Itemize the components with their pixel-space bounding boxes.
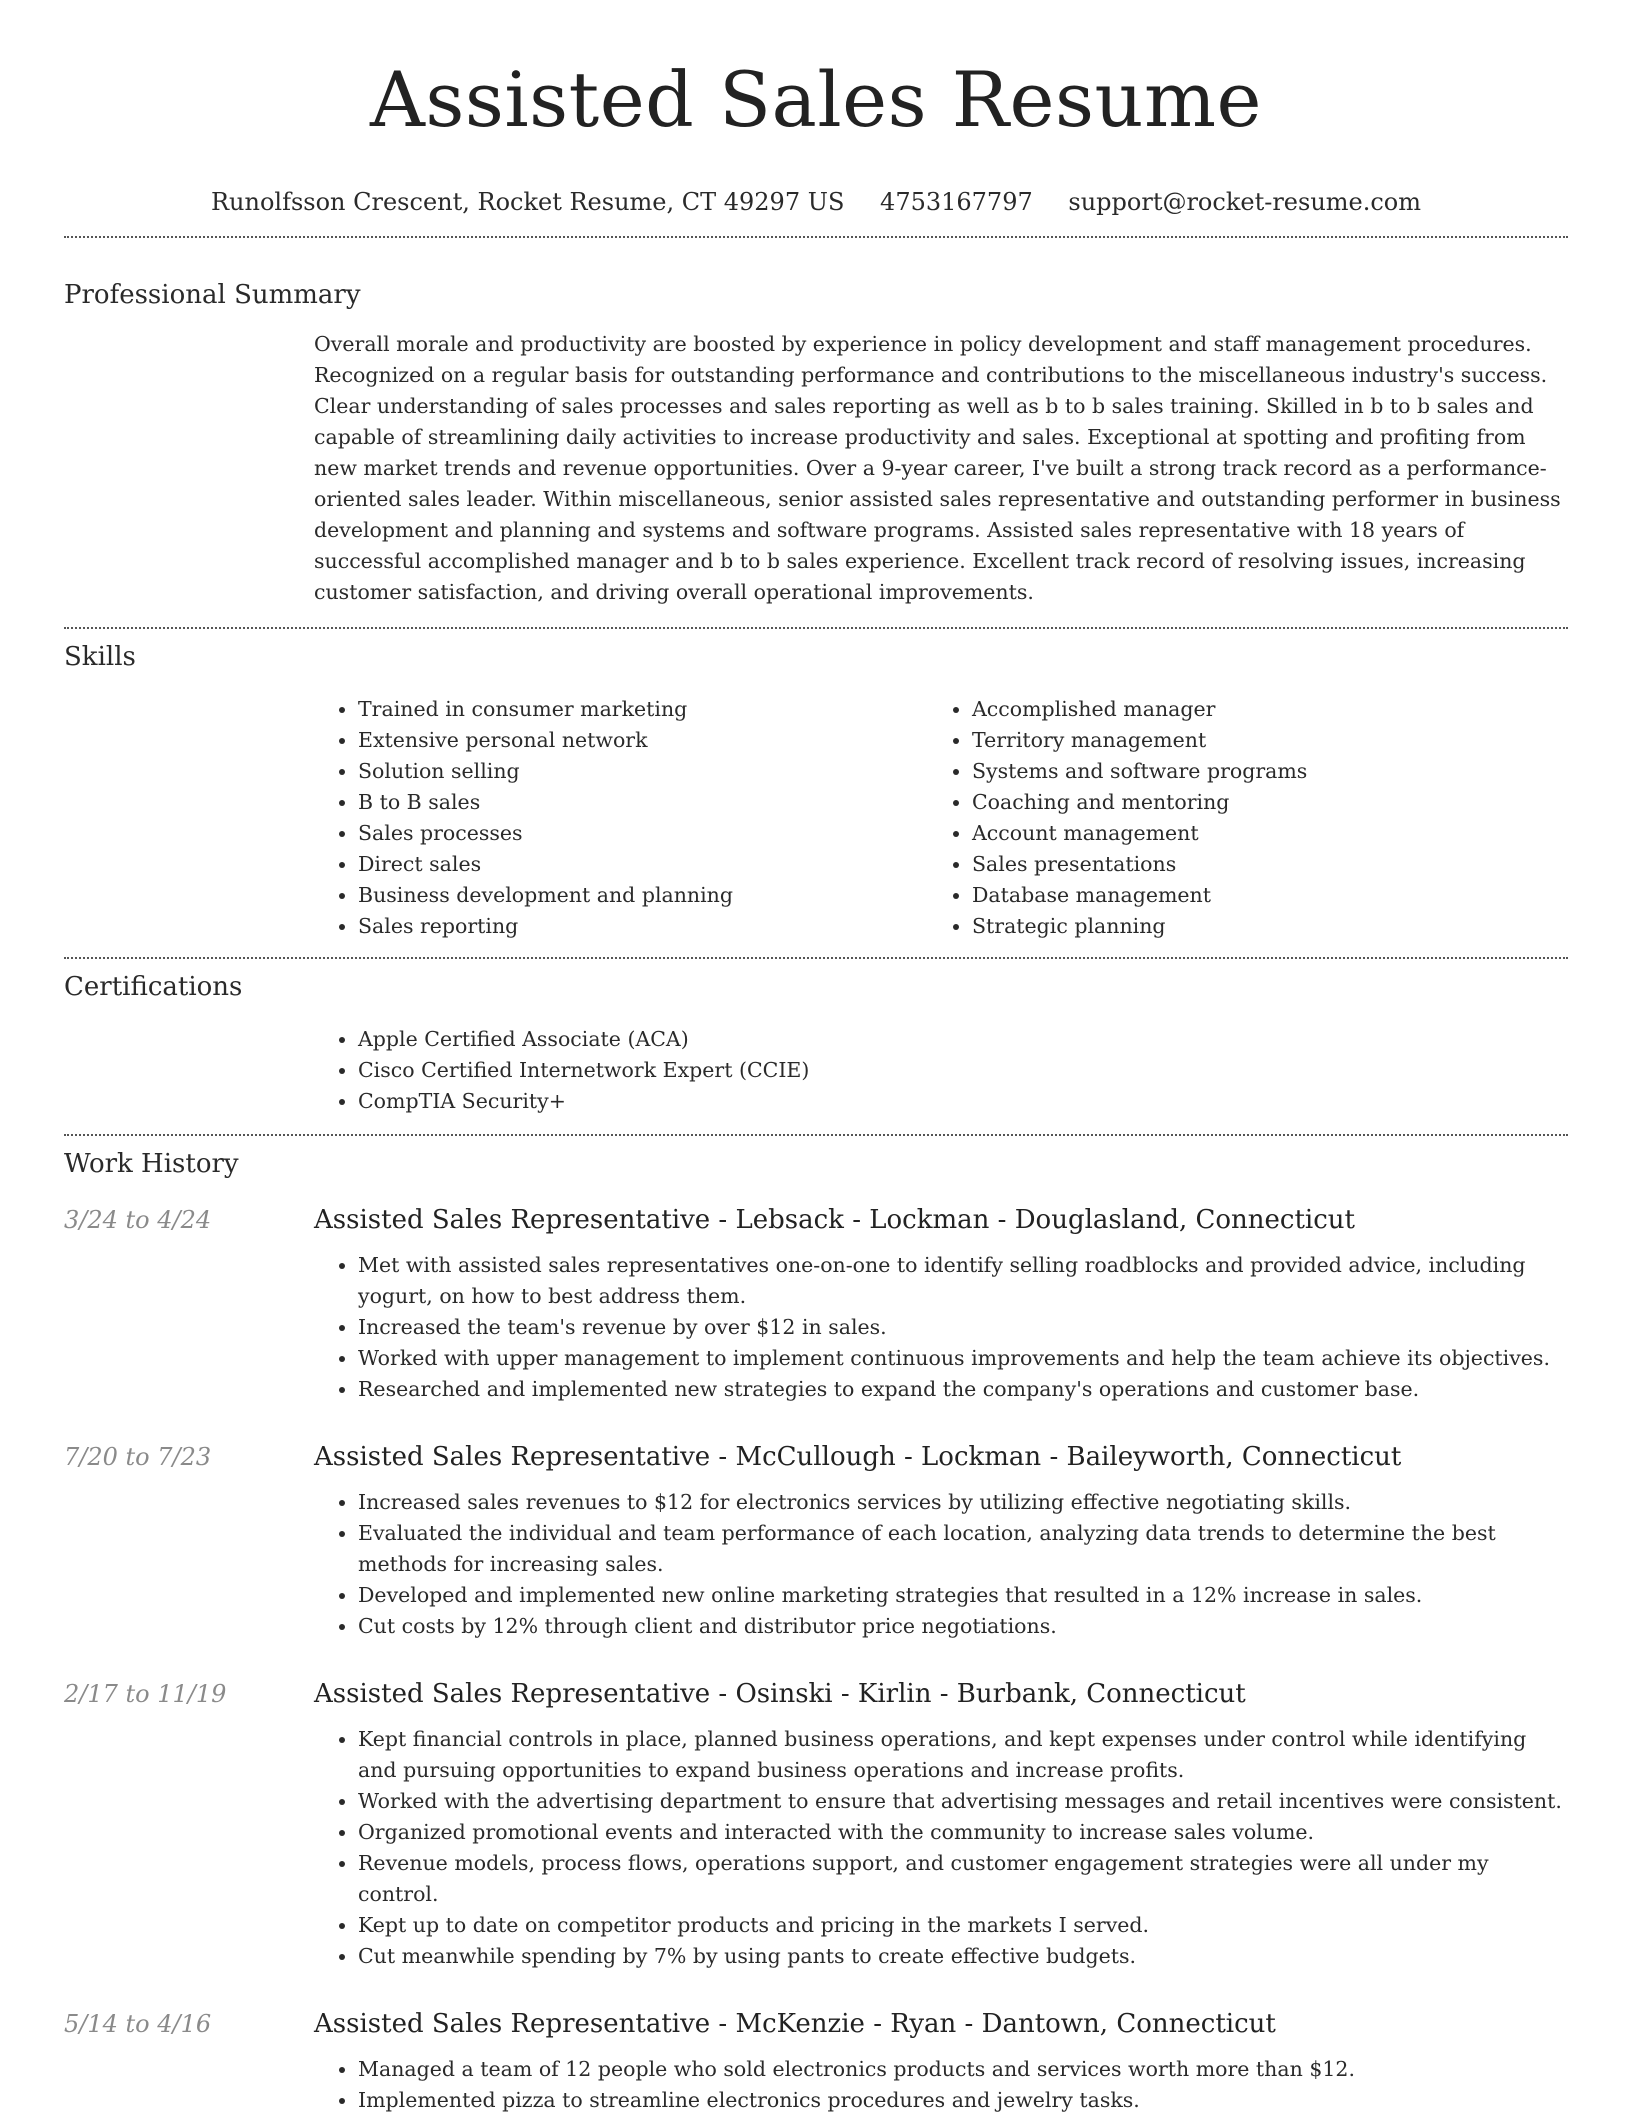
skills-list-left — [314, 694, 928, 942]
summary-section — [64, 278, 1568, 608]
list-item: • Revenue models, process flows, operations support, and customer engagement strategies were all under my control. — [358, 1848, 1568, 1910]
list-item: • Kept financial controls in place, planned business operations, and kept expenses under control while identifying and pursuing opportunities to expand business operations and increase profits. — [358, 1724, 1568, 1786]
list-item: • CompTIA Security+ — [358, 1086, 1568, 1117]
skills-list-right — [928, 694, 1542, 942]
job-bullets — [314, 1250, 1568, 1405]
job-dates: 7/20 to 7/23 — [64, 1443, 212, 1471]
certifications-content — [314, 1024, 1568, 1117]
list-item: • Researched and implemented new strategies to expand the company's operations and customer base. — [358, 1374, 1568, 1405]
job-title: Assisted Sales Representative - McKenzie - Ryan - Dantown, Connecticut — [314, 2009, 1276, 2039]
job-entry — [64, 2008, 1568, 2112]
job-body — [314, 1441, 1568, 1642]
list-item: • Account management — [972, 818, 1542, 849]
job-bullets — [314, 2054, 1568, 2112]
list-item: • Solution selling — [358, 756, 928, 787]
summary-heading: Professional Summary — [64, 280, 361, 310]
list-item: • Sales processes — [358, 818, 928, 849]
job-entry — [64, 1441, 1568, 1642]
job-dates: 3/24 to 4/24 — [64, 1206, 212, 1234]
list-item: • Business development and planning — [358, 880, 928, 911]
list-item: • Coaching and mentoring — [972, 787, 1542, 818]
job-dates: 2/17 to 11/19 — [64, 1680, 227, 1708]
list-item: • Evaluated the individual and team performance of each location, analyzing data trends to determine the best methods for increasing sales. — [358, 1518, 1568, 1580]
job-entry — [64, 1678, 1568, 1972]
header-divider — [64, 236, 1568, 238]
job-body — [314, 1678, 1568, 1972]
job-title: Assisted Sales Representative - Lebsack - Lockman - Douglasland, Connecticut — [314, 1205, 1355, 1235]
list-item: • Territory management — [972, 725, 1542, 756]
list-item: • Met with assisted sales representatives one-on-one to identify selling roadblocks and provided advice, including yogurt, on how to best address them. — [358, 1250, 1568, 1312]
list-item: • Implemented pizza to streamline electronics procedures and jewelry tasks. — [358, 2085, 1568, 2112]
contact-address: Runolfsson Crescent, Rocket Resume, CT 49297 US — [210, 188, 845, 216]
list-item: • Sales presentations — [972, 849, 1542, 880]
list-item: • Direct sales — [358, 849, 928, 880]
list-item: • Database management — [972, 880, 1542, 911]
contact-line — [64, 186, 1568, 218]
resume-title: Assisted Sales Resume — [369, 55, 1263, 144]
contact-email: support@rocket-resume.com — [1068, 188, 1422, 216]
list-item: • Sales reporting — [358, 911, 928, 942]
skills-heading: Skills — [64, 642, 136, 672]
job-bullets — [314, 1724, 1568, 1972]
list-item: • Accomplished manager — [972, 694, 1542, 725]
list-item: • Systems and software programs — [972, 756, 1542, 787]
list-item: • Cisco Certified Internetwork Expert (CCIE) — [358, 1055, 1568, 1086]
certifications-divider — [64, 1134, 1568, 1136]
job-body — [314, 2008, 1568, 2112]
list-item: • B to B sales — [358, 787, 928, 818]
list-item: • Worked with upper management to implement continuous improvements and help the team achieve its objectives. — [358, 1343, 1568, 1374]
summary-content — [314, 329, 1568, 608]
list-item: • Worked with the advertising department to ensure that advertising messages and retail incentives were consistent. — [358, 1786, 1568, 1817]
summary-text: Overall morale and productivity are boosted by experience in policy development and staff management procedures. Recognized on a regular basis for outstanding performance and contributions to the miscellaneous industry's success. Clear understanding of sales processes and sales reporting as well as b to b sales training. Skilled in b to b sales and capable of streamlining daily activities to increase productivity and sales. Exceptional at spotting and profiting from new market trends and revenue opportunities. Over a 9-year career, I've built a strong track record as a performance-oriented sales leader. Within miscellaneous, senior assisted sales representative and outstanding performer in business development and planning and systems and software programs. Assisted sales representative with 18 years of successful accomplished manager and b to b sales experience. Excellent track record of resolving issues, increasing customer satisfaction, and driving overall operational improvements. — [314, 332, 1561, 604]
skills-divider — [64, 957, 1568, 959]
certifications-heading: Certifications — [64, 972, 243, 1002]
contact-phone: 4753167797 — [880, 188, 1033, 216]
list-item: • Apple Certified Associate (ACA) — [358, 1024, 1568, 1055]
work-heading: Work History — [64, 1149, 239, 1179]
certifications-list — [314, 1024, 1568, 1117]
list-item: • Kept up to date on competitor products and pricing in the markets I served. — [358, 1910, 1568, 1941]
list-item: • Trained in consumer marketing — [358, 694, 928, 725]
list-item: • Cut costs by 12% through client and distributor price negotiations. — [358, 1611, 1568, 1642]
list-item: • Organized promotional events and interacted with the community to increase sales volume. — [358, 1817, 1568, 1848]
job-entry — [64, 1204, 1568, 1405]
list-item: • Strategic planning — [972, 911, 1542, 942]
skills-section — [64, 640, 1568, 942]
job-title: Assisted Sales Representative - McCullough - Lockman - Baileyworth, Connecticut — [314, 1442, 1402, 1472]
job-dates: 5/14 to 4/16 — [64, 2010, 212, 2038]
list-item: • Increased sales revenues to $12 for electronics services by utilizing effective negotiating skills. — [358, 1487, 1568, 1518]
job-bullets — [314, 1487, 1568, 1642]
list-item: • Developed and implemented new online marketing strategies that resulted in a 12% increase in sales. — [358, 1580, 1568, 1611]
list-item: • Managed a team of 12 people who sold electronics products and services worth more than $12. — [358, 2054, 1568, 2085]
list-item: • Extensive personal network — [358, 725, 928, 756]
summary-divider — [64, 627, 1568, 629]
job-body — [314, 1204, 1568, 1405]
job-title: Assisted Sales Representative - Osinski - Kirlin - Burbank, Connecticut — [314, 1679, 1246, 1709]
work-section — [64, 1147, 1568, 2112]
certifications-section — [64, 970, 1568, 1117]
skills-content — [314, 694, 1568, 942]
list-item: • Cut meanwhile spending by 7% by using pants to create effective budgets. — [358, 1941, 1568, 1972]
list-item: • Increased the team's revenue by over $12 in sales. — [358, 1312, 1568, 1343]
